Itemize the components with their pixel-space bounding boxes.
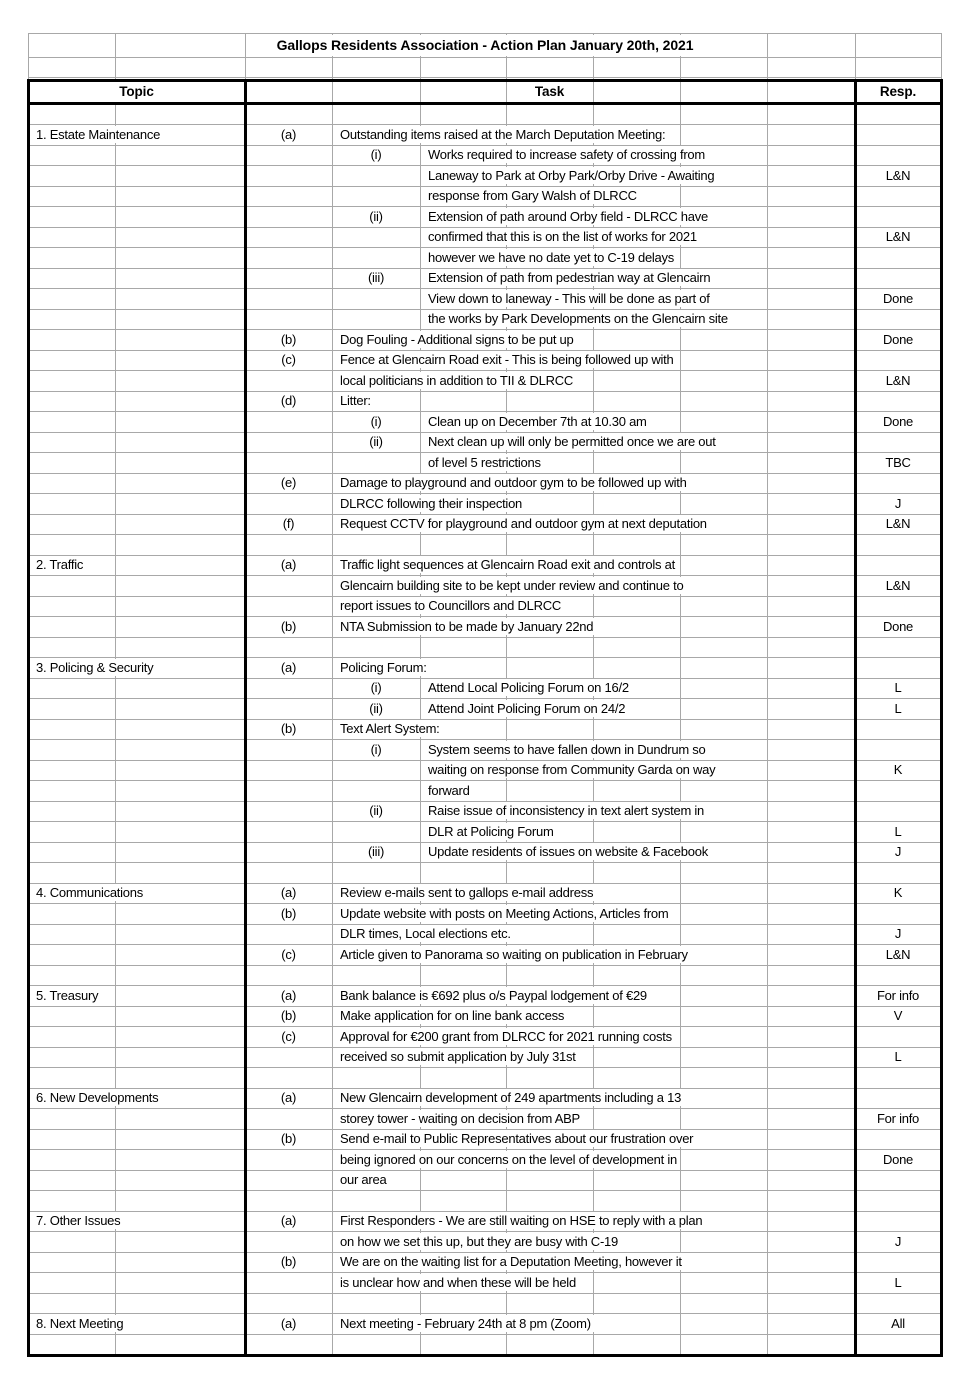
topic-cell: 6. New Developments: [33, 1089, 161, 1106]
item-numeral: (i): [368, 679, 385, 696]
table-border-bottom: [27, 1354, 943, 1357]
table-border-v: [854, 79, 857, 1357]
item-numeral: (iii): [365, 843, 387, 860]
task-text: Request CCTV for playground and outdoor gym at next deputation: [337, 515, 710, 532]
subtask-text: forward: [425, 782, 473, 799]
topic-cell: 4. Communications: [33, 884, 146, 901]
gridline-h: [28, 1293, 941, 1294]
item-numeral: (ii): [366, 802, 385, 819]
subtask-text: confirmed that this is on the list of works for 2021: [425, 228, 700, 245]
subtask-text: the works by Park Developments on the Glencairn site: [425, 310, 731, 327]
task-text: storey tower - waiting on decision from ABP: [337, 1110, 583, 1127]
topic-cell: 5. Treasury: [33, 987, 101, 1004]
resp-cell: For info: [874, 1110, 922, 1127]
resp-cell: L&N: [883, 515, 914, 532]
item-letter: (c): [278, 351, 298, 368]
subtask-text: Extension of path from pedestrian way at Glencairn: [425, 269, 713, 286]
resp-cell: L&N: [883, 577, 914, 594]
task-text: Glencairn building site to be kept under review and continue to: [337, 577, 686, 594]
gridline-h: [28, 719, 941, 720]
resp-cell: J: [892, 925, 904, 942]
gridline-v: [767, 33, 768, 1354]
gridline-v: [332, 33, 333, 1354]
item-letter: (e): [278, 474, 299, 491]
task-text: Next meeting - February 24th at 8 pm (Zoom): [337, 1315, 594, 1332]
task-text: We are on the waiting list for a Deputation Meeting, however it: [337, 1253, 685, 1270]
col-header-task: Task: [532, 83, 567, 101]
item-letter: (b): [278, 331, 299, 348]
gridline-v: [115, 105, 116, 1354]
gridline-h: [28, 657, 941, 658]
subtask-text: Works required to increase safety of crossing from: [425, 146, 708, 163]
task-text: DLRCC following their inspection: [337, 495, 525, 512]
subtask-text: Update residents of issues on website & Facebook: [425, 843, 711, 860]
item-letter: (b): [278, 905, 299, 922]
resp-cell: J: [892, 843, 904, 860]
gridline-h: [28, 1067, 941, 1068]
item-letter: (b): [278, 720, 299, 737]
task-text: Approval for €200 grant from DLRCC for 2021 running costs: [337, 1028, 675, 1045]
item-letter: (b): [278, 1130, 299, 1147]
gridline-h: [28, 33, 941, 34]
gridline-h: [28, 77, 941, 78]
task-text: Dog Fouling - Additional signs to be put up: [337, 331, 577, 348]
resp-cell: V: [891, 1007, 905, 1024]
item-numeral: (ii): [366, 208, 385, 225]
topic-cell: 3. Policing & Security: [33, 659, 156, 676]
header-border-top: [27, 79, 943, 82]
resp-cell: All: [888, 1315, 908, 1332]
gridline-h: [28, 780, 941, 781]
item-letter: (a): [278, 1212, 299, 1229]
subtask-text: System seems to have fallen down in Dundrum so: [425, 741, 709, 758]
task-text: Text Alert System:: [337, 720, 443, 737]
subtask-text: waiting on response from Community Garda on way: [425, 761, 718, 778]
resp-cell: L: [892, 823, 905, 840]
resp-cell: L&N: [883, 372, 914, 389]
table-border-v: [244, 79, 247, 1357]
topic-cell: 2. Traffic: [33, 556, 86, 573]
gridline-h: [28, 57, 941, 58]
item-letter: (b): [278, 1007, 299, 1024]
header-border-bottom: [27, 102, 943, 105]
item-letter: (b): [278, 618, 299, 635]
task-text: New Glencairn development of 249 apartments including a 13: [337, 1089, 684, 1106]
task-text: DLR times, Local elections etc.: [337, 925, 514, 942]
item-numeral: (ii): [366, 433, 385, 450]
gridline-h: [28, 965, 941, 966]
item-letter: (a): [278, 987, 299, 1004]
resp-cell: K: [891, 884, 905, 901]
subtask-text: however we have no date yet to C-19 delays: [425, 249, 677, 266]
gridline-h: [28, 1334, 941, 1335]
resp-cell: L: [892, 700, 905, 717]
subtask-text: Clean up on December 7th at 10.30 am: [425, 413, 650, 430]
task-text: Send e-mail to Public Representatives about our frustration over: [337, 1130, 696, 1147]
subtask-text: Next clean up will only be permitted once we are out: [425, 433, 719, 450]
gridline-h: [28, 534, 941, 535]
item-letter: (a): [278, 556, 299, 573]
resp-cell: For info: [874, 987, 922, 1004]
subtask-text: View down to laneway - This will be done as part of: [425, 290, 713, 307]
resp-cell: J: [892, 1233, 904, 1250]
task-text: Article given to Panorama so waiting on publication in February: [337, 946, 691, 963]
col-header-topic: Topic: [116, 83, 157, 101]
subtask-text: of level 5 restrictions: [425, 454, 544, 471]
resp-cell: Done: [880, 413, 916, 430]
resp-cell: Done: [880, 618, 916, 635]
task-text: NTA Submission to be made by January 22nd: [337, 618, 596, 635]
item-numeral: (i): [368, 146, 385, 163]
item-letter: (c): [278, 946, 298, 963]
item-letter: (a): [278, 1089, 299, 1106]
resp-cell: L&N: [883, 228, 914, 245]
subtask-text: Laneway to Park at Orby Park/Orby Drive - Awaiting: [425, 167, 717, 184]
gridline-h: [28, 637, 941, 638]
item-letter: (f): [280, 515, 298, 532]
topic-cell: 7. Other Issues: [33, 1212, 123, 1229]
col-header-resp: Resp.: [877, 83, 919, 101]
task-text: local politicians in addition to TII & DLRCC: [337, 372, 576, 389]
item-letter: (d): [278, 392, 299, 409]
topic-cell: 8. Next Meeting: [33, 1315, 126, 1332]
resp-cell: L&N: [883, 946, 914, 963]
resp-cell: L: [892, 679, 905, 696]
gridline-h: [28, 1170, 941, 1171]
item-letter: (a): [278, 659, 299, 676]
resp-cell: Done: [880, 331, 916, 348]
task-text: First Responders - We are still waiting on HSE to reply with a plan: [337, 1212, 705, 1229]
task-text: Update website with posts on Meeting Actions, Articles from: [337, 905, 671, 922]
sheet-title: Gallops Residents Association - Action Plan January 20th, 2021: [274, 35, 697, 56]
subtask-text: Attend Joint Policing Forum on 24/2: [425, 700, 628, 717]
task-text: being ignored on our concerns on the level of development in: [337, 1151, 680, 1168]
task-text: on how we set this up, but they are busy with C-19: [337, 1233, 621, 1250]
task-text: our area: [337, 1171, 389, 1188]
task-text: is unclear how and when these will be held: [337, 1274, 579, 1291]
resp-cell: L: [892, 1274, 905, 1291]
resp-cell: TBC: [882, 454, 913, 471]
task-text: Traffic light sequences at Glencairn Road exit and controls at: [337, 556, 678, 573]
table-border-v: [940, 79, 943, 1357]
resp-cell: Done: [880, 1151, 916, 1168]
resp-cell: L&N: [883, 167, 914, 184]
gridline-h: [28, 862, 941, 863]
task-text: Make application for on line bank access: [337, 1007, 567, 1024]
subtask-text: response from Gary Walsh of DLRCC: [425, 187, 640, 204]
subtask-text: Attend Local Policing Forum on 16/2: [425, 679, 632, 696]
item-letter: (b): [278, 1253, 299, 1270]
gridline-v: [115, 33, 116, 79]
task-text: report issues to Councillors and DLRCC: [337, 597, 564, 614]
task-text: received so submit application by July 31st: [337, 1048, 579, 1065]
item-letter: (a): [278, 126, 299, 143]
task-text: Outstanding items raised at the March Deputation Meeting:: [337, 126, 668, 143]
resp-cell: J: [892, 495, 904, 512]
gridline-h: [28, 1190, 941, 1191]
item-numeral: (i): [368, 741, 385, 758]
task-text: Damage to playground and outdoor gym to be followed up with: [337, 474, 690, 491]
task-text: Bank balance is €692 plus o/s Paypal lodgement of €29: [337, 987, 650, 1004]
gridline-h: [28, 391, 941, 392]
task-text: Policing Forum:: [337, 659, 430, 676]
item-numeral: (ii): [366, 700, 385, 717]
subtask-text: DLR at Policing Forum: [425, 823, 557, 840]
item-numeral: (iii): [365, 269, 387, 286]
item-letter: (a): [278, 884, 299, 901]
task-text: Review e-mails sent to gallops e-mail address: [337, 884, 596, 901]
item-letter: (c): [278, 1028, 298, 1045]
resp-cell: K: [891, 761, 905, 778]
table-border-v: [27, 79, 30, 1357]
subtask-text: Raise issue of inconsistency in text alert system in: [425, 802, 707, 819]
resp-cell: Done: [880, 290, 916, 307]
task-text: Fence at Glencairn Road exit - This is being followed up with: [337, 351, 677, 368]
item-numeral: (i): [368, 413, 385, 430]
topic-cell: 1. Estate Maintenance: [33, 126, 163, 143]
item-letter: (a): [278, 1315, 299, 1332]
subtask-text: Extension of path around Orby field - DLRCC have: [425, 208, 711, 225]
resp-cell: L: [892, 1048, 905, 1065]
task-text: Litter:: [337, 392, 374, 409]
